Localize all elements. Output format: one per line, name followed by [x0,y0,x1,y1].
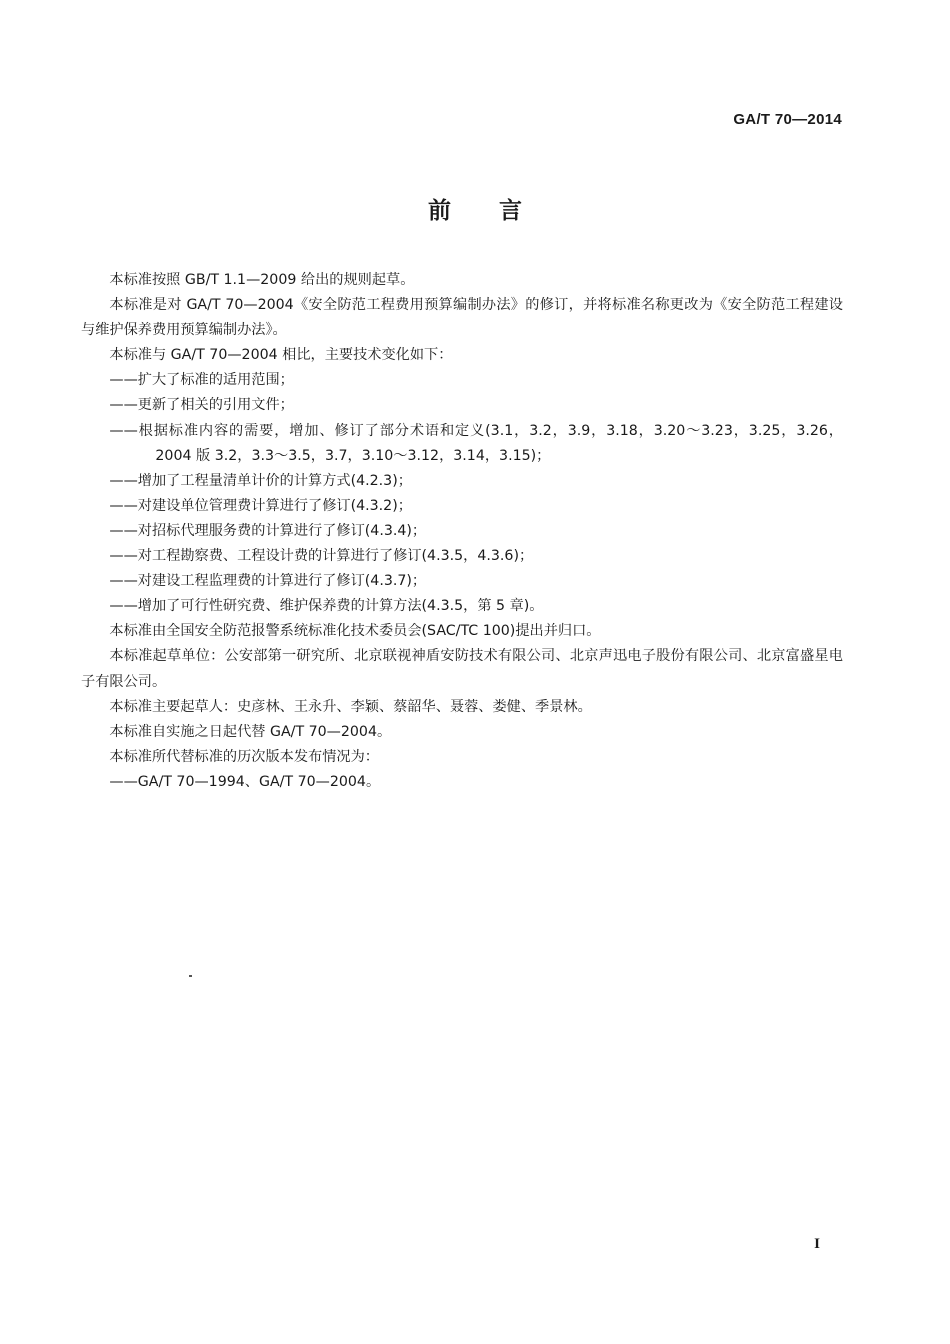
page-number: I [814,1236,820,1252]
change-item: ——对招标代理服务费的计算进行了修订(4.3.4)； [109,522,427,539]
page-title: 前言 [428,198,570,224]
standard-number: GA/T 70—2014 [733,111,842,128]
paragraph-replacement: 本标准自实施之日起代替 GA/T 70—2004。 [109,723,392,740]
paragraph-proposer: 本标准由全国安全防范报警系统标准化技术委员会(SAC/TC 100)提出并归口。 [109,623,601,640]
change-item: ——增加了可行性研究费、维护保养费的计算方法(4.3.5，第 5 章)。 [109,598,544,615]
paragraph-history-intro: 本标准所代替标准的历次版本发布情况为： [109,748,379,765]
paragraph-drafting-units: 本标准起草单位：公安部第一研究所、北京联视神盾安防技术有限公司、北京声迅电子股份有限公司、北京富盛星电子有限公司。 [81,648,843,690]
history-item: ——GA/T 70—1994、GA/T 70—2004。 [109,773,381,790]
change-item: ——对建设工程监理费的计算进行了修订(4.3.7)； [109,573,427,590]
change-item: ——对工程勘察费、工程设计费的计算进行了修订(4.3.5，4.3.6)； [109,548,534,565]
paragraph-drafters: 本标准主要起草人：史彦林、王永升、李颖、蔡韶华、聂蓉、娄健、季景林。 [109,698,592,715]
paragraph-drafting-rules: 本标准按照 GB/T 1.1—2009 给出的规则起草。 [109,272,415,288]
scan-speck [189,975,192,977]
change-item: ——根据标准内容的需要，增加、修订了部分术语和定义(3.1，3.2，3.9，3.18，3.20～3.23，3.25，3.26，2004 版 3.2，3.3～3.5，3.7，3.10～3.12，3.14，3.15)； [109,422,843,464]
paragraph-revision: 本标准是对 GA/T 70—2004《安全防范工程费用预算编制办法》的修订，并将标准名称更改为《安全防范工程建设与维护保养费用预算编制办法》。 [81,297,843,339]
change-item: ——增加了工程量清单计价的计算方式(4.2.3)； [109,472,412,489]
foreword-body [81,268,843,795]
paragraph-changes-intro: 本标准与 GA/T 70—2004 相比，主要技术变化如下： [109,347,453,364]
change-item: ——对建设单位管理费计算进行了修订(4.3.2)； [109,497,412,514]
change-item: ——扩大了标准的适用范围； [109,372,294,389]
change-item: ——更新了相关的引用文件； [109,397,294,414]
